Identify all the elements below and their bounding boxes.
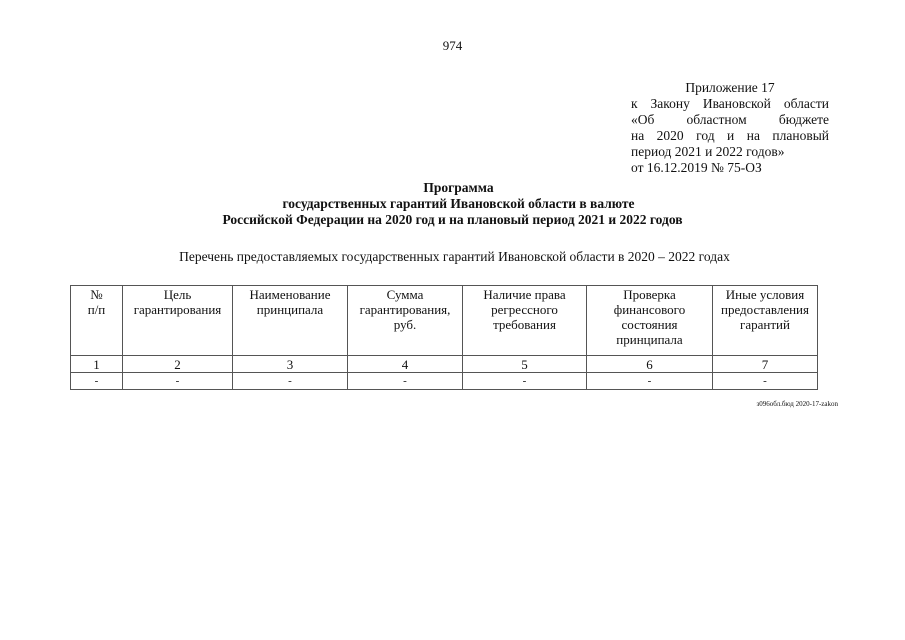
document-title — [0, 180, 905, 228]
header-cell: Иные условия предоставления гарантий — [713, 286, 818, 356]
data-cell: - — [123, 373, 233, 390]
table-header-row — [71, 286, 818, 356]
number-cell: 6 — [587, 356, 713, 373]
appendix-line: «Об областном бюджете — [631, 112, 829, 127]
data-cell: - — [587, 373, 713, 390]
header-cell: Цель гарантирования — [123, 286, 233, 356]
title-line: государственных гарантий Ивановской области в валюте — [282, 196, 635, 211]
data-cell: - — [71, 373, 123, 390]
data-cell: - — [233, 373, 348, 390]
number-cell: 2 — [123, 356, 233, 373]
guarantees-table — [70, 285, 818, 390]
number-cell: 5 — [463, 356, 587, 373]
appendix-line: к Закону Ивановской области — [631, 96, 829, 111]
number-cell: 4 — [348, 356, 463, 373]
appendix-line: Приложение 17 — [685, 80, 775, 95]
number-cell: 1 — [71, 356, 123, 373]
appendix-note — [631, 80, 829, 176]
header-cell: Сумма гарантирования, руб. — [348, 286, 463, 356]
data-cell: - — [348, 373, 463, 390]
header-cell: Проверка финансового состояния принципала — [587, 286, 713, 356]
table-row — [71, 373, 818, 390]
page-number: 974 — [442, 38, 463, 53]
number-cell: 7 — [713, 356, 818, 373]
column-number-row — [71, 356, 818, 373]
title-line: Российской Федерации на 2020 год и на плановый период 2021 и 2022 годов — [222, 212, 683, 227]
file-reference: з096обл.бюд 2020-17-zakon — [756, 400, 838, 408]
header-cell: Наличие права регрессного требования — [463, 286, 587, 356]
data-cell: - — [713, 373, 818, 390]
header-cell: Наименование принципала — [233, 286, 348, 356]
header-cell: № п/п — [71, 286, 123, 356]
table-caption: Перечень предоставляемых государственных гарантий Ивановской области в 2020 – 2022 годах — [179, 249, 730, 264]
appendix-line: период 2021 и 2022 годов» — [631, 144, 785, 159]
appendix-line: от 16.12.2019 № 75-ОЗ — [631, 160, 762, 175]
title-line: Программа — [423, 180, 494, 195]
appendix-line: на 2020 год и на плановый — [631, 128, 829, 143]
number-cell: 3 — [233, 356, 348, 373]
data-cell: - — [463, 373, 587, 390]
